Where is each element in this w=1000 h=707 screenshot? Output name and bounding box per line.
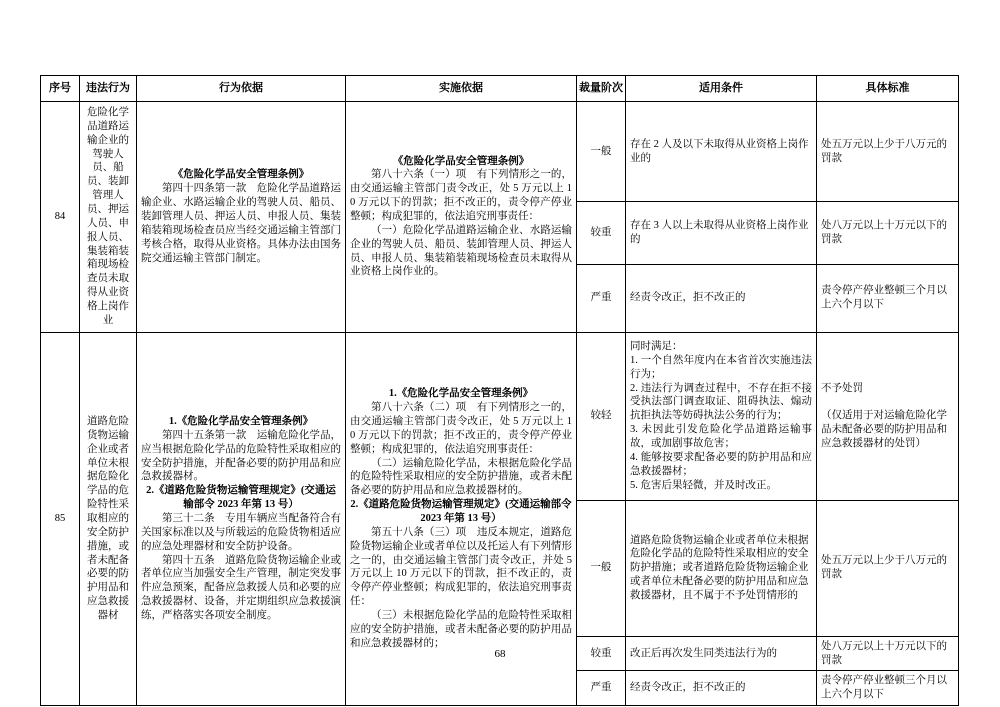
basis-paragraph: 第四十四条第一款 危险化学品道路运输企业、水路运输企业的驾驶人员、船员、装卸管理人员、押运人员、申报人员、集装箱装箱现场检查员应当经交通运输主管部门考核合格，取得从业资格。具体办法由国务院交通运输主管部门制定。: [141, 183, 341, 264]
impl-heading-2: 2.《道路危险货物运输管理规定》(交通运输部令 2023 年第 13 号）: [350, 499, 572, 525]
col-header-seq: 序号: [41, 76, 80, 102]
col-header-violation: 违法行为: [80, 76, 137, 102]
condition-line: 4. 能够按要求配备必要的防护用品和应急救援器材；: [630, 451, 812, 477]
seq-cell-85: 85: [41, 332, 80, 705]
tier-level-cell: 较重: [577, 202, 626, 264]
basis-paragraph: 第三十二条 专用车辆应当配备符合有关国家标准以及与所载运的危险货物相适应的应急处理器材和安全防护设备。: [141, 513, 341, 552]
col-header-behavior-basis: 行为依据: [137, 76, 346, 102]
table-header-row: [41, 76, 959, 102]
standard-cell: 责令停产停业整顿三个月以上六个月以下: [817, 671, 959, 706]
tier-level-cell: 一般: [577, 102, 626, 202]
impl-heading-1: 1.《危险化学品安全管理条例》: [388, 388, 534, 400]
tier-level-cell: 一般: [577, 500, 626, 636]
col-header-condition: 适用条件: [626, 76, 817, 102]
condition-cell: 存在 3 人以上未取得从业资格上岗作业的: [626, 202, 817, 264]
impl-paragraph: （二）运输危险化学品，未根据危险化学品的危险特性采取相应的安全防护措施，或者未配备必要的防护用品和应急救援器材的。: [350, 457, 572, 497]
standard-cell: 责令停产停业整顿三个月以上六个月以下: [817, 264, 959, 332]
standard-cell: [817, 332, 959, 500]
basis-paragraph: 第四十五条 道路危险货物运输企业或者单位应当加强安全生产管理，制定突发事件应急预案，配备应急救援人员和必要的应急救援器材、设备，并定期组织应急救援演练，严格落实各项安全制度。: [141, 554, 341, 622]
standard-cell: 处八万元以上十万元以下的罚款: [817, 202, 959, 264]
standard-cell: 处八万元以上十万元以下的罚款: [817, 636, 959, 671]
col-header-standard: 具体标准: [817, 76, 959, 102]
condition-cell: 改正后再次发生同类违法行为的: [626, 636, 817, 671]
condition-line: 1. 一个自然年度内在本省首次实施违法行为；: [630, 354, 812, 380]
seq-cell-84: 84: [41, 102, 80, 333]
col-header-impl-basis: 实施依据: [346, 76, 577, 102]
penalty-discretion-table: [40, 75, 959, 706]
condition-line: 3. 未因此引发危险化学品道路运输事故，或加剧事故危害；: [630, 424, 812, 450]
impl-title-84: 《危险化学品安全管理条例》: [392, 155, 530, 167]
basis-title-84: 《危险化学品安全管理条例》: [172, 169, 310, 181]
impl-paragraph: 第五十八条（三）项 违反本规定，道路危险货物运输企业或者单位以及托运人有下列情形之一的，由交通运输主管部门责令改正，并处 5 万元以上 10 万元以下的罚款，拒不改正的，责令停产停业整顿；构成犯罪的，依法追究刑事责任：: [350, 526, 572, 608]
violation-cell-85: 道路危险货物运输企业或者单位未根据危险化学品的危险特性采取相应的安全防护措施，或者未配备必要的防护用品和应急救援器材: [80, 332, 137, 705]
col-header-tier: 裁量阶次: [577, 76, 626, 102]
tier-level-cell: 严重: [577, 671, 626, 706]
impl-paragraph: （一）危险化学品道路运输企业、水路运输企业的驾驶人员、船员、装卸管理人员、押运人员、申报人员、集装箱装箱现场检查员未取得从业资格上岗作业的。: [350, 224, 572, 278]
standard-line: （仅适用于对运输危险化学品未配备必要的防护用品和应急救援器材的处罚）: [821, 409, 947, 449]
condition-line: 同时满足：: [630, 341, 683, 353]
condition-cell: [626, 332, 817, 500]
standard-cell: 处五万元以上少于八万元的罚款: [817, 500, 959, 636]
impl-paragraph: （三）未根据危险化学品的危险特性采取相应的安全防护措施，或者未配备必要的防护用品和应急救援器材的；: [350, 610, 572, 649]
standard-line: 不予处罚: [821, 383, 863, 395]
condition-cell: 经责令改正，拒不改正的: [626, 264, 817, 332]
tier-level-cell: 较轻: [577, 332, 626, 500]
table-row-84: [41, 102, 959, 202]
basis-heading-2: 2.《道路危险货物运输管理规定》(交通运输部令 2023 年第 13 号）: [146, 485, 336, 511]
behavior-basis-cell-84: [137, 102, 346, 333]
basis-heading-1: 1.《危险化学品安全管理条例》: [168, 416, 314, 428]
tier-level-cell: 严重: [577, 264, 626, 332]
impl-paragraph: 第八十六条（二）项 有下列情形之一的，由交通运输主管部门责令改正，处 5 万元以上 10 万元以下的罚款；拒不改正的，责令停产停业整顿；构成犯罪的，依法追究刑事责任：: [350, 402, 572, 455]
condition-line: 5. 危害后果轻微，并及时改正。: [630, 479, 777, 491]
condition-cell: 道路危险货物运输企业或者单位未根据危险化学品的危险特性采取相应的安全防护措施；或者道路危险货物运输企业或者单位未配备必要的防护用品和应急救援器材，且不属于不予处罚情形的: [626, 500, 817, 636]
impl-basis-cell-84: [346, 102, 577, 333]
page-number: 68: [494, 648, 506, 660]
tier-level-cell: 较重: [577, 636, 626, 671]
impl-paragraph: 第八十六条（一）项 有下列情形之一的，由交通运输主管部门责令改正，处 5 万元以上 10 万元以下的罚款；拒不改正的，责令停产停业整顿；构成犯罪的，依法追究刑事责任：: [350, 169, 572, 222]
table-row-85: [41, 332, 959, 500]
violation-cell-84: 危险化学品道路运输企业的驾驶人员、船员、装卸管理人员、押运人员、申报人员、集装箱装箱现场检查员未取得从业资格上岗作业: [80, 102, 137, 333]
condition-cell: 存在 2 人及以下未取得从业资格上岗作业的: [626, 102, 817, 202]
condition-cell: 经责令改正，拒不改正的: [626, 671, 817, 706]
condition-line: 2. 违法行为调查过程中，不存在拒不接受执法部门调查取证、阻碍执法、煽动抗拒执法等妨碍执法公务的行为；: [630, 382, 812, 422]
standard-cell: 处五万元以上少于八万元的罚款: [817, 102, 959, 202]
basis-paragraph: 第四十五条第一款 运输危险化学品，应当根据危险化学品的危险特性采取相应的安全防护措施，并配备必要的防护用品和应急救援器材。: [141, 429, 341, 483]
